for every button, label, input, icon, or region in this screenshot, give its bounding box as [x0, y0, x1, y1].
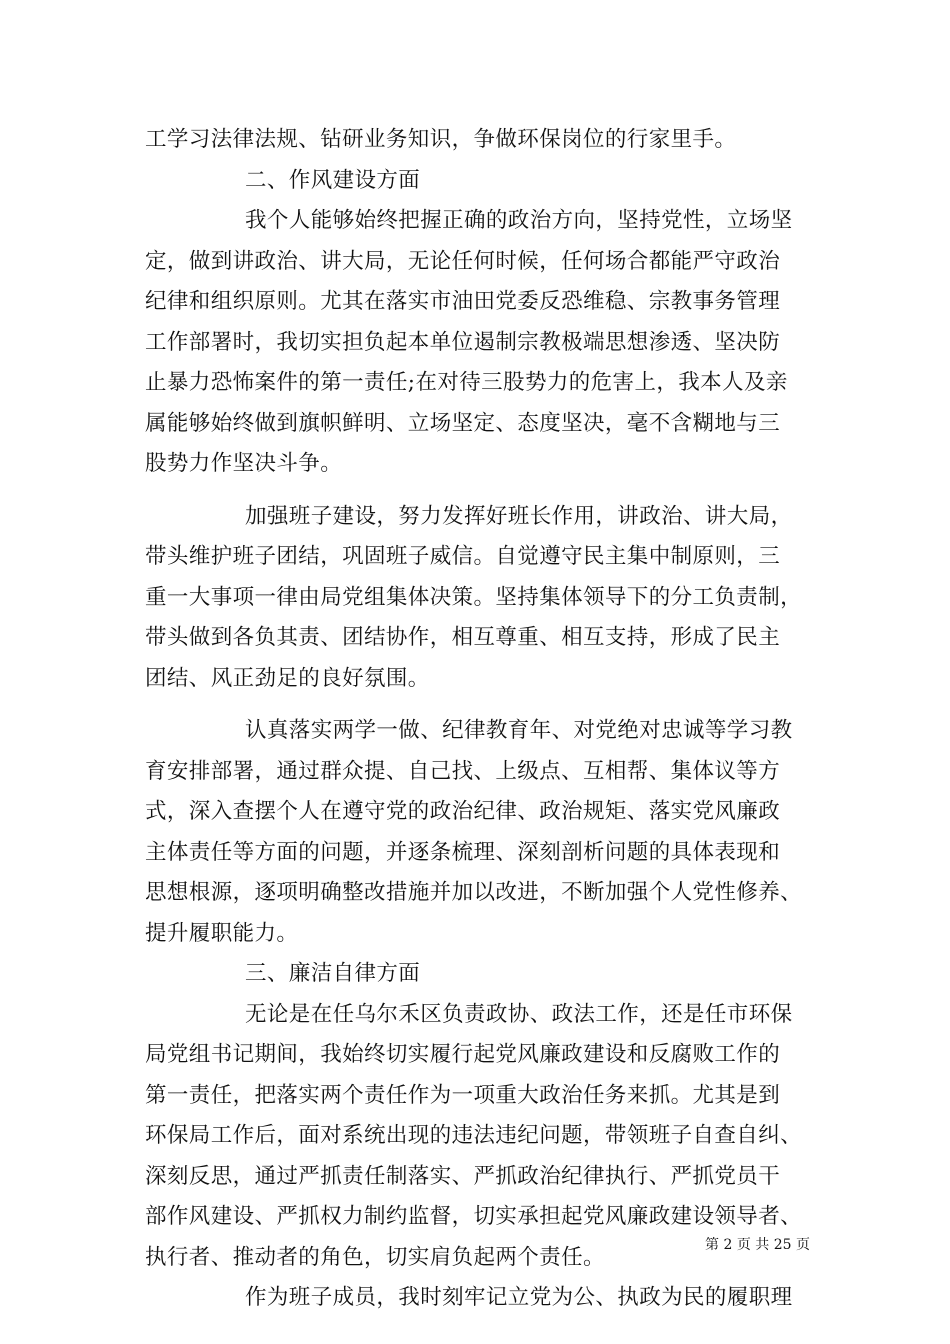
text-line: 执行者、推动者的角色，切实肩负起两个责任。 [145, 1244, 605, 1270]
text-line: 纪律和组织原则。尤其在落实市油田党委反恐维稳、宗教事务管理 [145, 289, 781, 314]
text-line: 团结、风正劲足的良好氛围。 [145, 665, 430, 691]
text-line: 作为班子成员，我时刻牢记立党为公、执政为民的履职理 [245, 1285, 793, 1310]
text-line: 工作部署时，我切实担负起本单位遏制宗教极端思想渗透、坚决防 [145, 329, 781, 355]
text-line: 我个人能够始终把握正确的政治方向，坚持党性，立场坚 [245, 208, 793, 233]
text-line: 三、廉洁自律方面 [245, 961, 421, 986]
text-line: 无论是在任乌尔禾区负责政协、政法工作，还是任市环保 [245, 1001, 793, 1027]
page-footer: 第 2 页 共 25 页 [705, 1237, 810, 1253]
text-line: 主体责任等方面的问题，并逐条梳理、深刻剖析问题的具体表现和 [145, 839, 781, 865]
text-line: 第一责任，把落实两个责任作为一项重大政治任务来抓。尤其是到 [145, 1082, 781, 1108]
text-line: 加强班子建设，努力发挥好班长作用，讲政治、讲大局， [245, 503, 793, 529]
text-line: 二、作风建设方面 [245, 167, 421, 193]
body-text [145, 120, 820, 1319]
text-line: 局党组书记期间，我始终切实履行起党风廉政建设和反腐败工作的 [145, 1042, 781, 1067]
text-line: 深刻反思，通过严抓责任制落实、严抓政治纪律执行、严抓党员干 [145, 1163, 781, 1189]
text-line: 式，深入查摆个人在遵守党的政治纪律、政治规矩、落实党风廉政 [145, 799, 781, 824]
text-line: 思想根源，逐项明确整改措施并加以改进，不断加强个人党性修养、 [145, 880, 803, 905]
text-line: 带头维护班子团结，巩固班子威信。自觉遵守民主集中制原则，三 [145, 544, 781, 569]
text-line: 育安排部署，通过群众提、自己找、上级点、互相帮、集体议等方 [145, 758, 781, 784]
paragraph-gap [145, 699, 820, 711]
text-line: 认真落实两学一做、纪律教育年、对党绝对忠诚等学习教 [245, 718, 793, 743]
text-line: 环保局工作后，面对系统出现的违法违纪问题，带领班子自查自纠、 [145, 1123, 803, 1148]
text-line: 止暴力恐怖案件的第一责任;在对待三股势力的危害上，我本人及亲 [145, 370, 788, 395]
text-line: 属能够始终做到旗帜鲜明、立场坚定、态度坚决，毫不含糊地与三 [145, 410, 781, 436]
text-line: 定，做到讲政治、讲大局，无论任何时候，任何场合都能严守政治 [145, 248, 781, 274]
text-line: 工学习法律法规、钻研业务知识，争做环保岗位的行家里手。 [145, 127, 737, 152]
text-line: 部作风建设、严抓权力制约监督，切实承担起党风廉政建设领导者、 [145, 1204, 803, 1229]
paragraph-gap [145, 485, 820, 497]
text-line: 股势力作坚决斗争。 [145, 451, 343, 476]
text-line: 提升履职能力。 [145, 920, 299, 946]
text-line: 重一大事项一律由局党组集体决策。坚持集体领导下的分工负责制， [145, 584, 803, 610]
text-line: 带头做到各负其责、团结协作，相互尊重、相互支持，形成了民主 [145, 625, 781, 650]
